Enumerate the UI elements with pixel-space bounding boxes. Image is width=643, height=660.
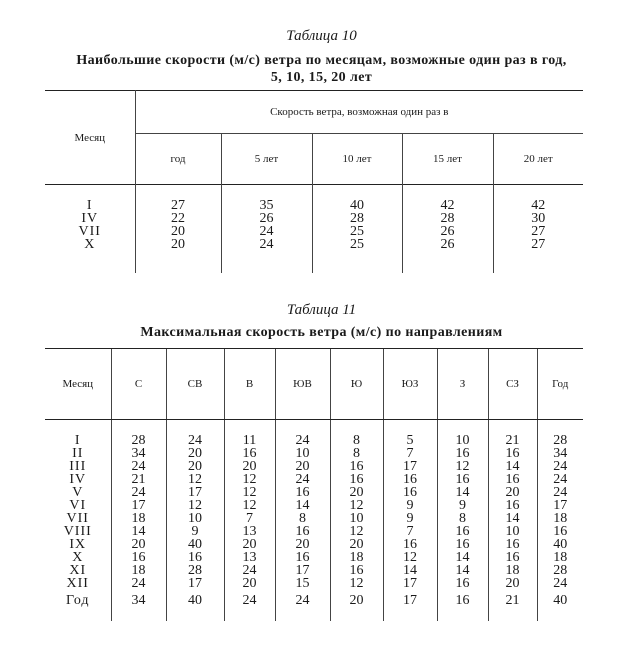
value-cell: 14 xyxy=(383,564,437,577)
value-cell: 16 xyxy=(111,551,166,564)
value-cell: 28 xyxy=(312,212,402,225)
value-cell: 34 xyxy=(111,590,166,621)
value-cell: 20 xyxy=(488,577,537,590)
value-cell: 12 xyxy=(437,460,488,473)
value-cell: 24 xyxy=(275,473,330,486)
value-cell: 20 xyxy=(224,538,275,551)
value-cell: 17 xyxy=(166,486,224,499)
month-cell: IV xyxy=(81,211,99,226)
table10-title-line2: 5, 10, 15, 20 лет xyxy=(270,70,373,85)
value-cell: 24 xyxy=(111,460,166,473)
value-cell: 7 xyxy=(383,447,437,460)
table-row xyxy=(45,212,583,225)
value-cell: 16 xyxy=(275,551,330,564)
table11-caption: Таблица 11 xyxy=(286,302,357,318)
value-cell: 21 xyxy=(488,590,537,621)
value-cell: 28 xyxy=(537,420,583,448)
table11-col-header: С xyxy=(111,349,166,420)
month-cell: VII xyxy=(78,224,101,239)
value-cell: 20 xyxy=(111,538,166,551)
value-cell: 21 xyxy=(488,420,537,448)
value-cell: 16 xyxy=(437,473,488,486)
table10-col-header: 20 лет xyxy=(493,134,583,185)
table-row xyxy=(45,447,583,460)
value-cell: 16 xyxy=(275,486,330,499)
value-cell: 12 xyxy=(166,473,224,486)
month-cell: VII xyxy=(66,511,89,526)
table-row xyxy=(45,420,583,448)
value-cell: 24 xyxy=(537,486,583,499)
month-cell: XI xyxy=(69,563,87,578)
value-cell: 22 xyxy=(135,212,221,225)
value-cell: 20 xyxy=(135,225,221,238)
value-cell: 42 xyxy=(402,185,493,213)
value-cell: 18 xyxy=(488,564,537,577)
table-row xyxy=(45,512,583,525)
value-cell: 14 xyxy=(437,564,488,577)
value-cell: 10 xyxy=(330,512,383,525)
value-cell: 24 xyxy=(221,225,312,238)
month-cell: I xyxy=(74,433,81,448)
value-cell: 14 xyxy=(437,551,488,564)
table10 xyxy=(45,90,583,273)
value-cell: 20 xyxy=(330,486,383,499)
value-cell: 16 xyxy=(488,447,537,460)
value-cell: 9 xyxy=(166,525,224,538)
value-cell: 42 xyxy=(493,185,583,213)
value-cell: 10 xyxy=(275,447,330,460)
value-cell: 18 xyxy=(537,512,583,525)
value-cell: 16 xyxy=(488,473,537,486)
value-cell: 8 xyxy=(330,447,383,460)
table-row xyxy=(45,460,583,473)
month-cell: X xyxy=(84,237,96,252)
value-cell: 7 xyxy=(224,512,275,525)
value-cell: 20 xyxy=(275,460,330,473)
value-cell: 24 xyxy=(111,486,166,499)
table11-col-header: Ю xyxy=(330,349,383,420)
value-cell: 16 xyxy=(275,525,330,538)
table10-col-header: 15 лет xyxy=(402,134,493,185)
value-cell: 10 xyxy=(437,420,488,448)
table-row xyxy=(45,486,583,499)
value-cell: 16 xyxy=(488,499,537,512)
value-cell: 14 xyxy=(488,512,537,525)
value-cell: 24 xyxy=(537,473,583,486)
value-cell: 40 xyxy=(537,590,583,621)
value-cell: 40 xyxy=(312,185,402,213)
value-cell: 24 xyxy=(166,420,224,448)
table-row xyxy=(45,225,583,238)
table11-col-header: Месяц xyxy=(45,349,111,420)
month-cell: Год xyxy=(65,593,90,608)
value-cell: 34 xyxy=(537,447,583,460)
value-cell: 10 xyxy=(166,512,224,525)
value-cell: 16 xyxy=(437,590,488,621)
value-cell: 20 xyxy=(166,460,224,473)
value-cell: 17 xyxy=(383,577,437,590)
table-row xyxy=(45,564,583,577)
value-cell: 34 xyxy=(111,447,166,460)
value-cell: 16 xyxy=(330,473,383,486)
table-row xyxy=(45,525,583,538)
value-cell: 17 xyxy=(166,577,224,590)
table-row xyxy=(45,499,583,512)
value-cell: 16 xyxy=(437,525,488,538)
table10-caption: Таблица 10 xyxy=(286,28,357,44)
value-cell: 13 xyxy=(224,525,275,538)
value-cell: 16 xyxy=(383,486,437,499)
value-cell: 9 xyxy=(383,499,437,512)
value-cell: 16 xyxy=(488,551,537,564)
value-cell: 10 xyxy=(488,525,537,538)
month-cell: VI xyxy=(69,498,87,513)
value-cell: 17 xyxy=(275,564,330,577)
value-cell: 17 xyxy=(537,499,583,512)
month-cell: III xyxy=(69,459,87,474)
table-row xyxy=(45,473,583,486)
value-cell: 16 xyxy=(488,538,537,551)
value-cell: 26 xyxy=(221,212,312,225)
table11-col-header: В xyxy=(224,349,275,420)
value-cell: 14 xyxy=(111,525,166,538)
month-cell: V xyxy=(72,485,84,500)
value-cell: 24 xyxy=(537,460,583,473)
value-cell: 27 xyxy=(135,185,221,213)
value-cell: 12 xyxy=(330,499,383,512)
value-cell: 18 xyxy=(330,551,383,564)
value-cell: 12 xyxy=(224,499,275,512)
value-cell: 27 xyxy=(493,238,583,273)
value-cell: 8 xyxy=(437,512,488,525)
value-cell: 17 xyxy=(383,590,437,621)
value-cell: 9 xyxy=(437,499,488,512)
table10-speed-header: Скорость ветра, возможная один раз в xyxy=(135,91,583,134)
value-cell: 12 xyxy=(166,499,224,512)
value-cell: 12 xyxy=(224,486,275,499)
table11-col-header: СВ xyxy=(166,349,224,420)
value-cell: 12 xyxy=(330,525,383,538)
value-cell: 12 xyxy=(330,577,383,590)
value-cell: 20 xyxy=(275,538,330,551)
value-cell: 24 xyxy=(111,577,166,590)
value-cell: 18 xyxy=(111,512,166,525)
value-cell: 28 xyxy=(402,212,493,225)
table-row xyxy=(45,238,583,273)
value-cell: 20 xyxy=(224,460,275,473)
value-cell: 40 xyxy=(166,590,224,621)
table11-col-header: ЮЗ xyxy=(383,349,437,420)
value-cell: 16 xyxy=(166,551,224,564)
value-cell: 20 xyxy=(330,590,383,621)
value-cell: 13 xyxy=(224,551,275,564)
value-cell: 24 xyxy=(537,577,583,590)
value-cell: 8 xyxy=(330,420,383,448)
value-cell: 28 xyxy=(537,564,583,577)
table11-col-header: СЗ xyxy=(488,349,537,420)
value-cell: 18 xyxy=(111,564,166,577)
value-cell: 11 xyxy=(224,420,275,448)
value-cell: 40 xyxy=(537,538,583,551)
value-cell: 28 xyxy=(111,420,166,448)
value-cell: 26 xyxy=(402,225,493,238)
month-cell: X xyxy=(72,550,84,565)
table10-title-line1: Наибольшие скорости (м/с) ветра по месяцам, возможные один раз в год, xyxy=(76,53,567,68)
month-cell: VIII xyxy=(63,524,92,539)
value-cell: 8 xyxy=(275,512,330,525)
value-cell: 20 xyxy=(166,447,224,460)
value-cell: 24 xyxy=(275,420,330,448)
value-cell: 16 xyxy=(537,525,583,538)
value-cell: 35 xyxy=(221,185,312,213)
table10-col-header: 10 лет xyxy=(312,134,402,185)
value-cell: 26 xyxy=(402,238,493,273)
value-cell: 20 xyxy=(330,538,383,551)
table11 xyxy=(45,348,583,621)
value-cell: 21 xyxy=(111,473,166,486)
table10-month-header: Месяц xyxy=(45,91,135,185)
value-cell: 14 xyxy=(437,486,488,499)
month-cell: IV xyxy=(69,472,87,487)
value-cell: 16 xyxy=(437,447,488,460)
value-cell: 14 xyxy=(488,460,537,473)
value-cell: 18 xyxy=(537,551,583,564)
value-cell: 12 xyxy=(383,551,437,564)
table-row xyxy=(45,185,583,213)
value-cell: 24 xyxy=(224,564,275,577)
value-cell: 28 xyxy=(166,564,224,577)
value-cell: 20 xyxy=(224,577,275,590)
value-cell: 40 xyxy=(166,538,224,551)
value-cell: 20 xyxy=(488,486,537,499)
value-cell: 24 xyxy=(224,590,275,621)
value-cell: 30 xyxy=(493,212,583,225)
table10-col-header: год xyxy=(135,134,221,185)
value-cell: 16 xyxy=(330,460,383,473)
value-cell: 12 xyxy=(224,473,275,486)
value-cell: 17 xyxy=(383,460,437,473)
month-cell: I xyxy=(45,185,135,213)
table10-col-header: 5 лет xyxy=(221,134,312,185)
value-cell: 16 xyxy=(224,447,275,460)
value-cell: 9 xyxy=(383,512,437,525)
table11-col-header: Год xyxy=(537,349,583,420)
value-cell: 24 xyxy=(221,238,312,273)
value-cell: 14 xyxy=(275,499,330,512)
value-cell: 15 xyxy=(275,577,330,590)
month-cell: IX xyxy=(69,537,87,552)
table-row xyxy=(45,577,583,590)
value-cell: 7 xyxy=(383,525,437,538)
table-row xyxy=(45,551,583,564)
value-cell: 25 xyxy=(312,238,402,273)
value-cell: 16 xyxy=(437,577,488,590)
table11-col-header: ЮВ xyxy=(275,349,330,420)
value-cell: 16 xyxy=(437,538,488,551)
value-cell: 27 xyxy=(493,225,583,238)
table-row xyxy=(45,590,583,621)
value-cell: 25 xyxy=(312,225,402,238)
value-cell: 20 xyxy=(135,238,221,273)
table-row xyxy=(45,538,583,551)
value-cell: 16 xyxy=(330,564,383,577)
table11-col-header: З xyxy=(437,349,488,420)
value-cell: 16 xyxy=(383,538,437,551)
month-cell: XII xyxy=(66,576,89,591)
table11-title: Максимальная скорость ветра (м/с) по направлениям xyxy=(140,325,503,340)
month-cell: II xyxy=(72,446,84,461)
value-cell: 16 xyxy=(383,473,437,486)
value-cell: 24 xyxy=(275,590,330,621)
value-cell: 5 xyxy=(383,420,437,448)
value-cell: 17 xyxy=(111,499,166,512)
